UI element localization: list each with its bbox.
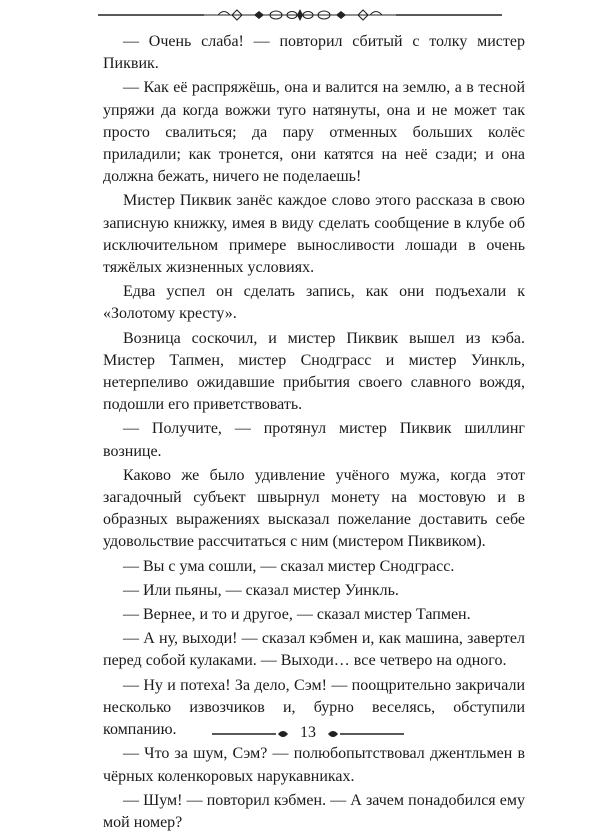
header-ornament xyxy=(98,6,502,24)
paragraph: Возница соскочил, и мистер Пиквик вышел из кэба. Мистер Тапмен, мистер Снодграсс и мистер Уинкль, нетерпеливо ожидавшие прибытия своего славного вождя, подошли его приветствовать. xyxy=(103,329,525,414)
paragraph: — Получите, — протянул мистер Пиквик шиллинг вознице. xyxy=(103,420,525,460)
paragraph: Каково же было удивление учёного мужа, когда этот загадочный субъект швырнул монету на мостовую и в образных выражениях высказал пожелание доставить себе удовольствие рассчитаться с ним (мистером Пиквиком). xyxy=(103,466,525,551)
page-footer xyxy=(0,722,600,746)
paragraph: — Ну и потеха! За дело, Сэм! — поощрительно закричали несколько извозчиков и, бурно веселясь, обступили компанию. xyxy=(103,676,525,739)
paragraph: — Вернее, и то и другое, — сказал мистер Тапмен. xyxy=(123,606,471,624)
paragraph: — Или пьяны, — сказал мистер Уинкль. xyxy=(123,581,399,599)
paragraph: — Очень слаба! — повторил сбитый с толку мистер Пиквик. xyxy=(103,33,525,73)
paragraph: — Как её распряжёшь, она и валится на землю, а в тесной упряжи да когда вожжи туго натянуты, она и не может так просто свалиться; да пару отменных больших колёс приладили; как тронется, они катятся на неё сзади; и она должна бежать, ничего не поделаешь! xyxy=(103,79,525,186)
paragraph: Мистер Пиквик занёс каждое слово этого рассказа в свою записную книжку, имея в виду сделать сообщение в клубе об исключительном примере выносливости лошади в очень тяжёлых жизненных условиях. xyxy=(103,192,525,277)
page-number: 13 xyxy=(300,724,316,741)
footer-ornament-right xyxy=(322,727,404,741)
paragraph: Едва успел он сделать запись, как они подъехали к «Золотому кресту». xyxy=(103,283,525,323)
paragraph: — Вы с ума сошли, — сказал мистер Снодграсс. xyxy=(123,557,455,575)
page-text xyxy=(103,31,525,836)
paragraph: — А ну, выходи! — сказал кэбмен и, как машина, завертел перед собой кулаками. — Выходи… все четверо на одного. xyxy=(103,630,525,670)
paragraph: — Что за шум, Сэм? — полюбопытствовал джентльмен в чёрных коленкоровых нарукавниках. xyxy=(103,745,525,785)
paragraph: — Шум! — повторил кэбмен. — А зачем понадобился ему мой номер? xyxy=(103,791,525,831)
footer-ornament-left xyxy=(212,727,294,741)
